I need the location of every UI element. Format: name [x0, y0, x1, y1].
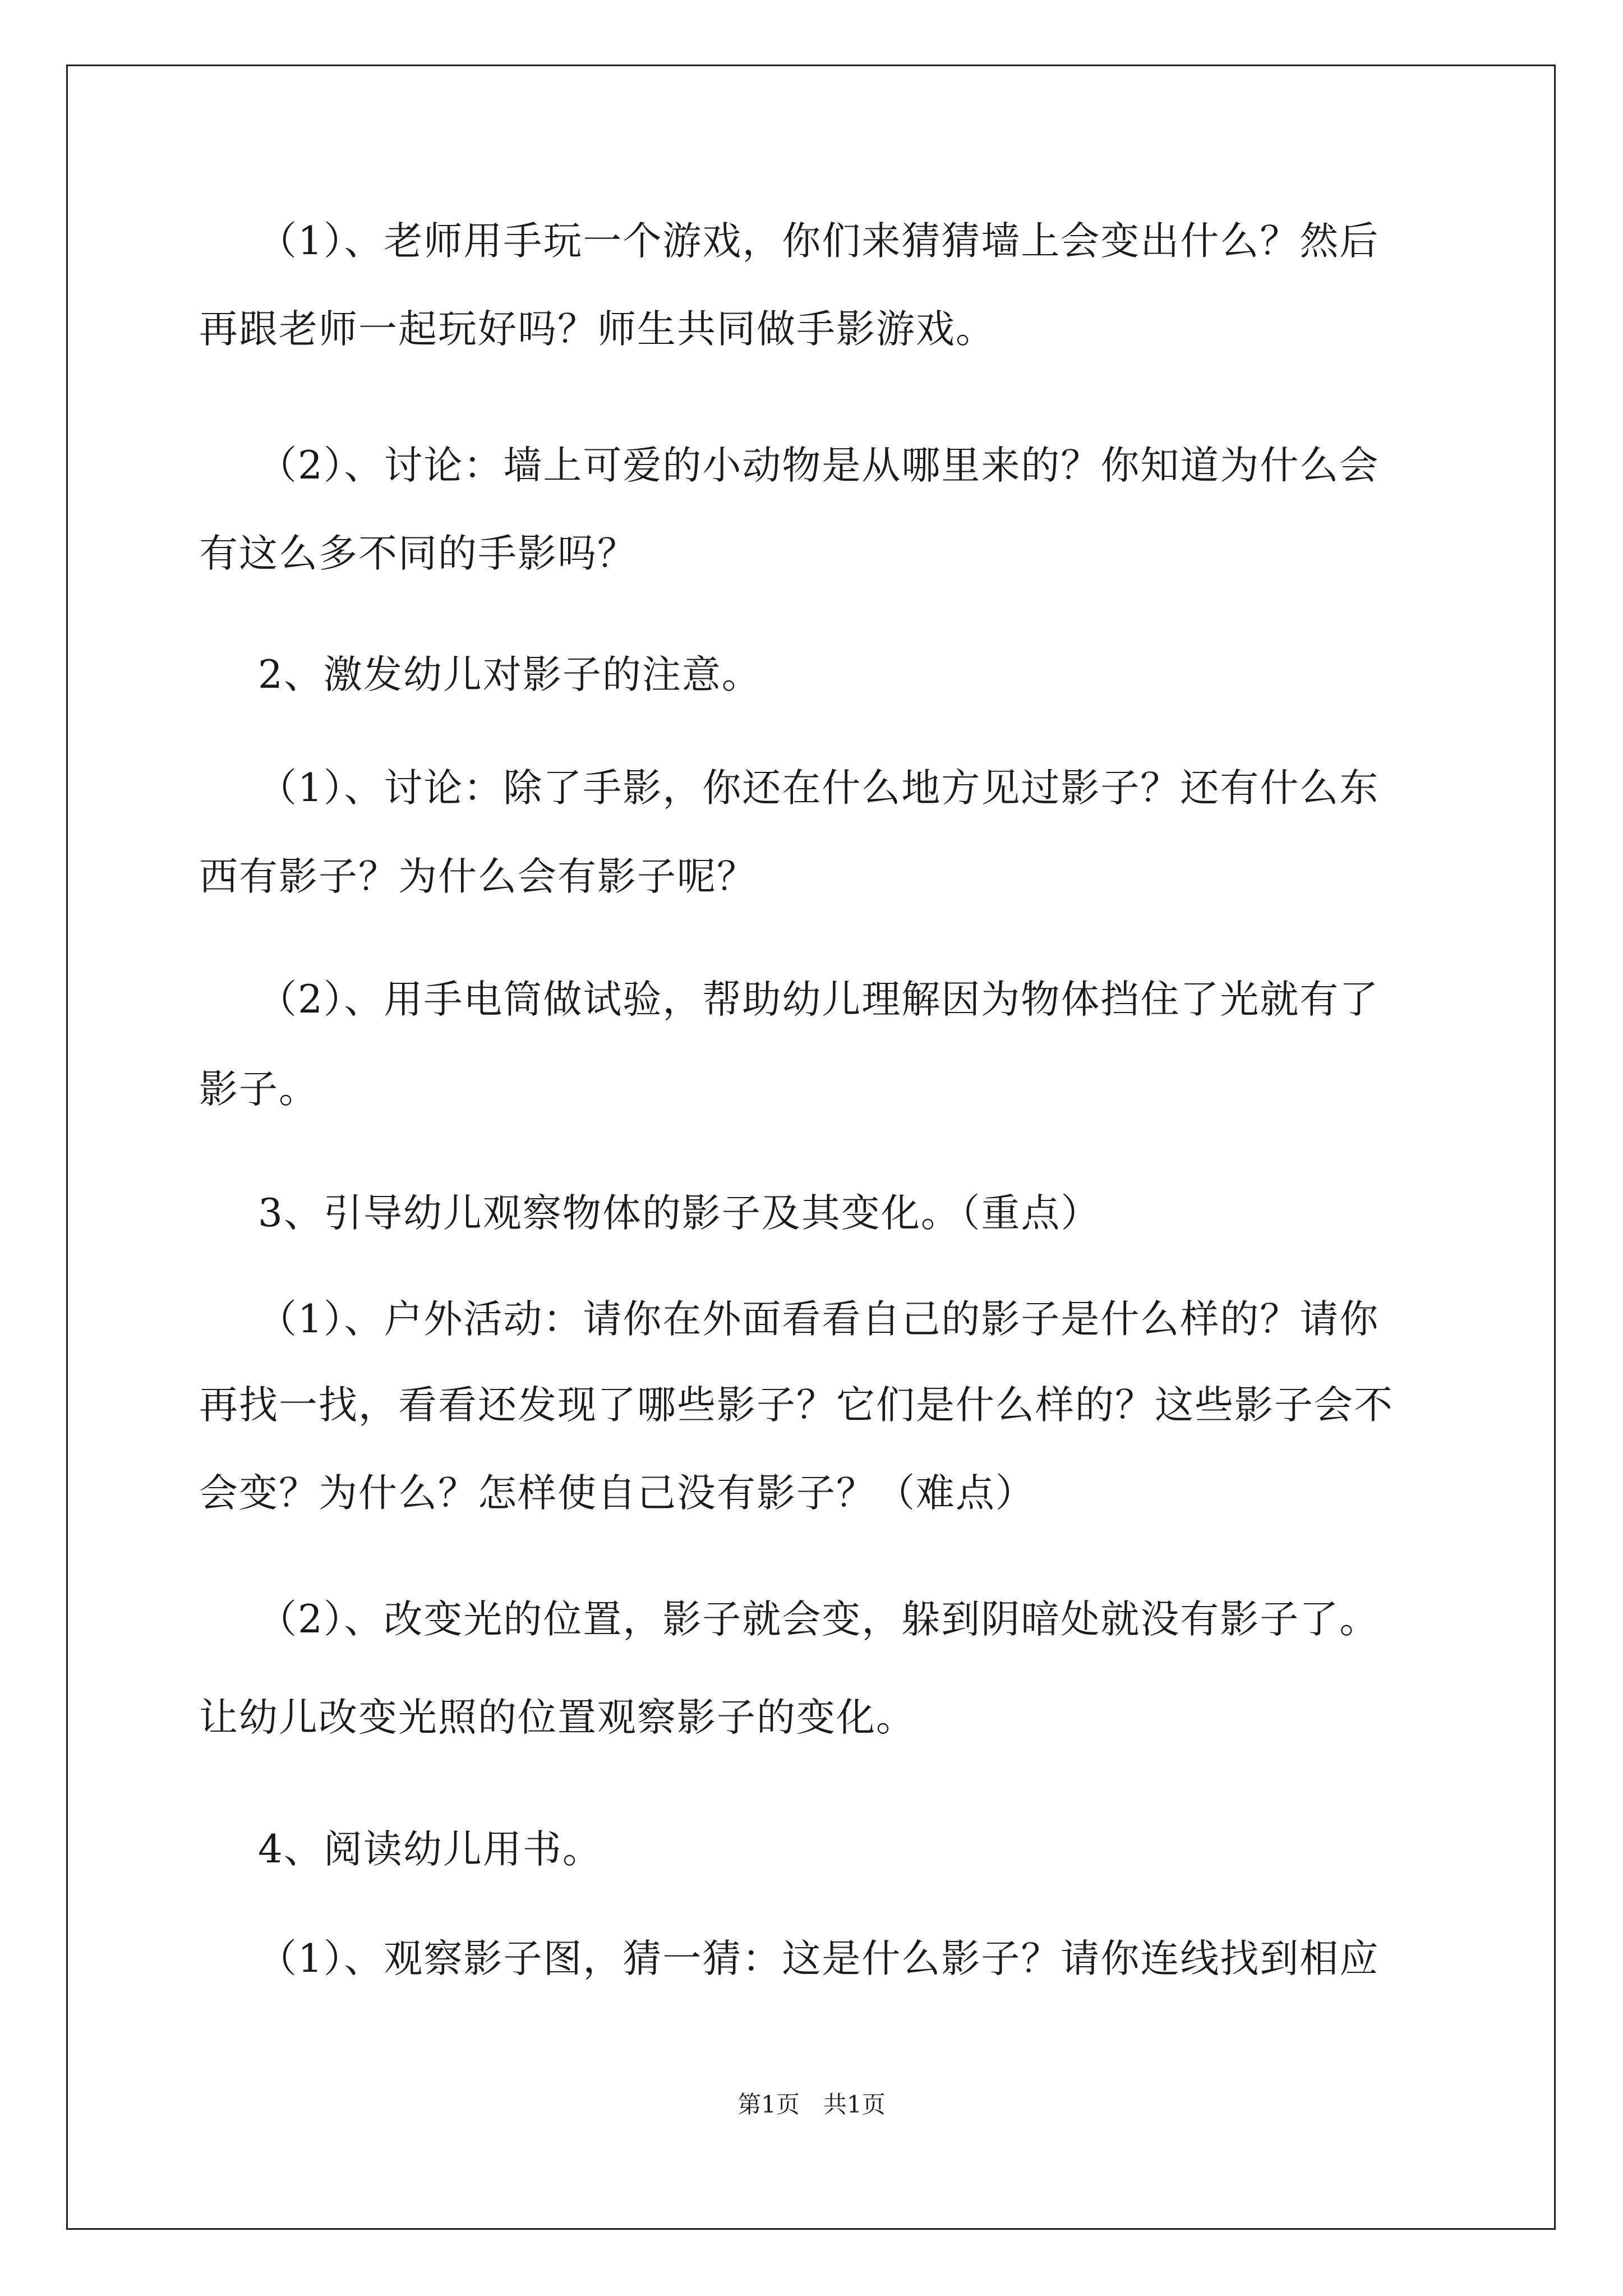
page-border [66, 65, 1556, 2230]
paragraph-line: 让幼儿改变光照的位置观察影子的变化。 [199, 1695, 916, 1740]
paragraph-line: （2）、改变光的位置，影子就会变，躲到阴暗处就没有影子了。 [258, 1597, 1380, 1642]
paragraph-line: （1）、户外活动：请你在外面看看自己的影子是什么样的？请你 [258, 1297, 1380, 1342]
paragraph-line: 有这么多不同的手影吗？ [199, 531, 637, 576]
paragraph-line: （2）、讨论：墙上可爱的小动物是从哪里来的？你知道为什么会 [258, 443, 1380, 488]
section-heading: 3、引导幼儿观察物体的影子及其变化。（重点） [258, 1191, 1101, 1236]
paragraph-line: （1）、讨论：除了手影，你还在什么地方见过影子？还有什么东 [258, 766, 1380, 811]
section-heading: 4、阅读幼儿用书。 [258, 1827, 602, 1872]
paragraph-line: 影子。 [199, 1067, 319, 1112]
paragraph-line: （1）、老师用手玩一个游戏，你们来猜猜墙上会变出什么？然后 [258, 219, 1380, 264]
paragraph-line: 西有影子？为什么会有影子呢？ [199, 854, 757, 899]
paragraph-line: （2）、用手电筒做试验，帮助幼儿理解因为物体挡住了光就有了 [258, 977, 1380, 1022]
section-heading: 2、激发幼儿对影子的注意。 [258, 652, 762, 697]
paragraph-line: 再跟老师一起玩好吗？师生共同做手影游戏。 [199, 307, 995, 352]
paragraph-line: （1）、观察影子图，猜一猜：这是什么影子？请你连线找到相应 [258, 1936, 1380, 1981]
paragraph-line: 会变？为什么？怎样使自己没有影子？（难点） [199, 1471, 1035, 1516]
paragraph-line: 再找一找，看看还发现了哪些影子？它们是什么样的？这些影子会不 [199, 1383, 1394, 1428]
page-footer: 第1页 共1页 [737, 2091, 886, 2118]
